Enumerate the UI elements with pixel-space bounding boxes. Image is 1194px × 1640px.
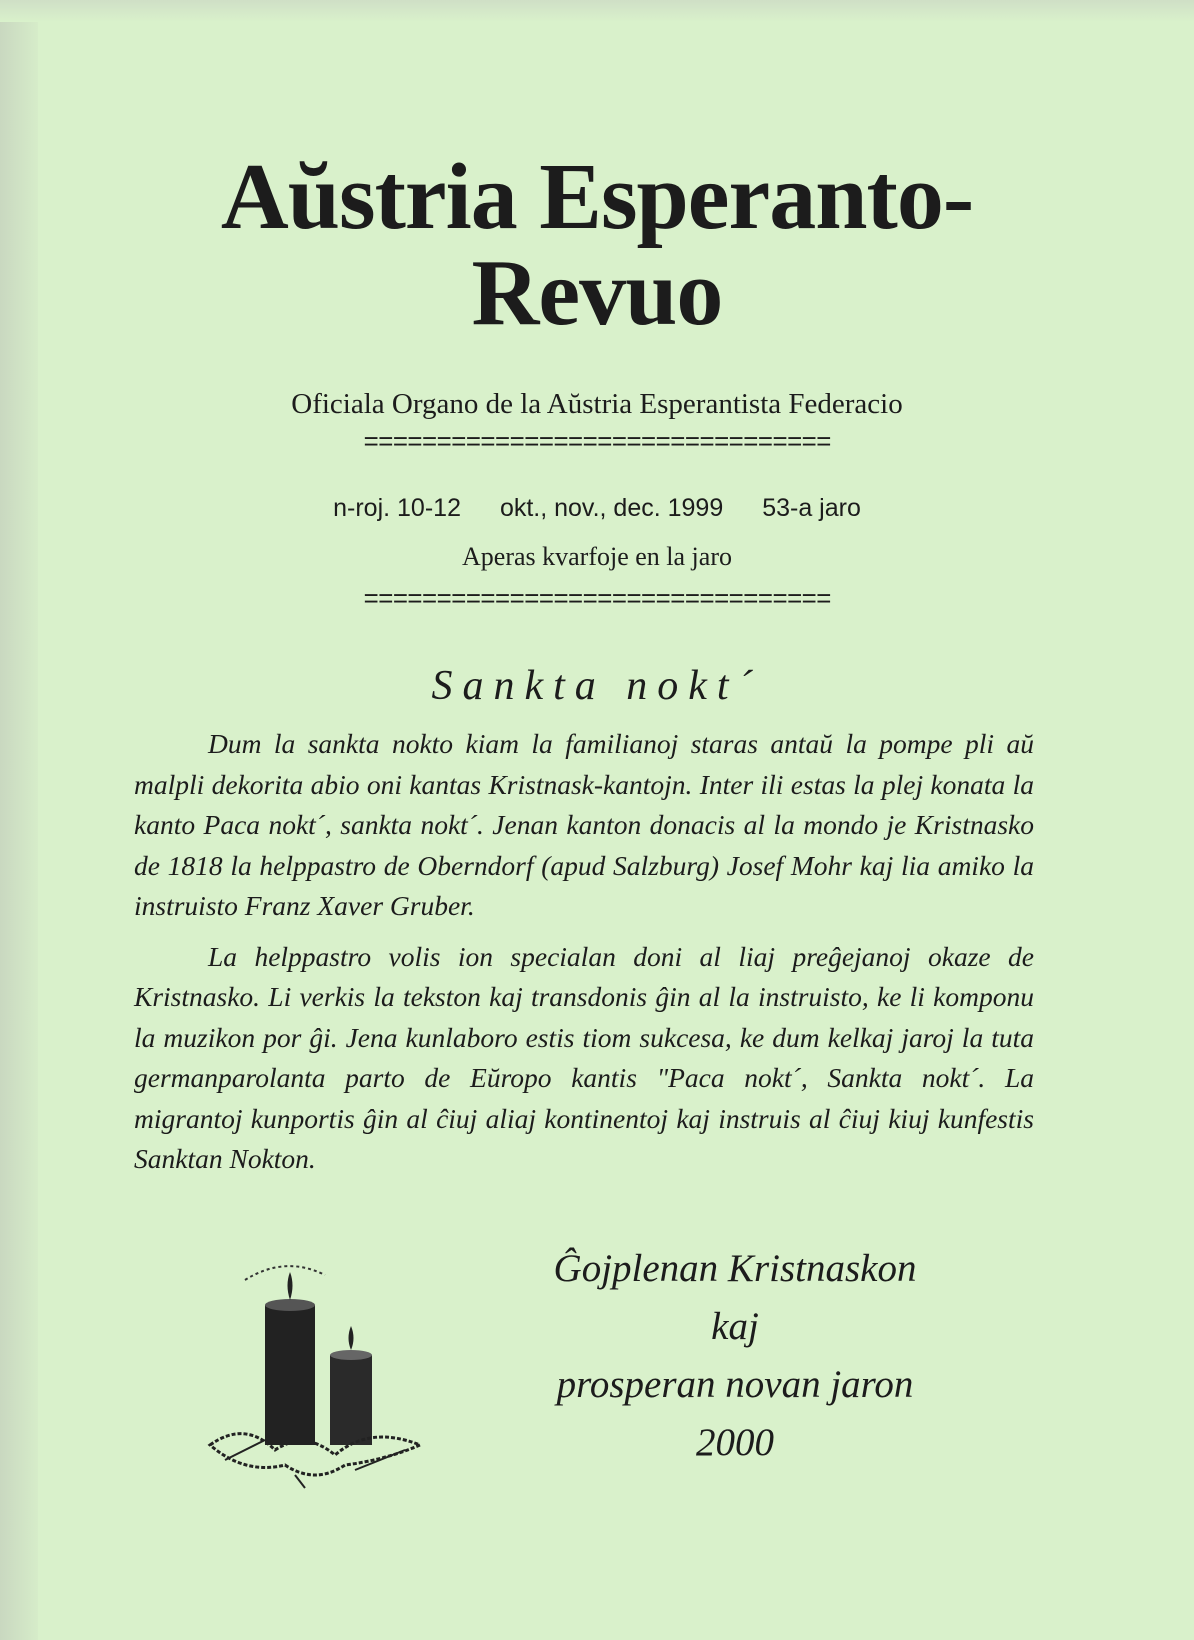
masthead-subtitle: Oficiala Organo de la Aŭstria Esperantista Federacio [291,388,903,420]
divider-rule-top: ================================ [363,428,831,458]
masthead-title-line2: Revuo [471,241,723,345]
article-paragraph: Dum la sankta nokto kiam la familianoj staras antaŭ la pompe pli aŭ malpli dekorita abio oni kantas Kristnask-kantojn. Inter ili estas la plej konata la kanto Paca nokt´, sankta nokt´. Jenan kanton donacis al la mondo je Kristnasko de 1818 la helppastro de Oberndorf (apud Salzburg) Josef Mohr kaj lia amiko la instruisto Franz Xaver Gruber. [134,728,1034,921]
masthead-title-line1: Aŭstria Esperanto- [220,145,974,249]
issue-months: okt., nov., dec. 1999 [499,494,724,522]
issue-year: 53-a jaro [762,494,861,522]
greeting-line: prosperan novan jaron [556,1363,914,1406]
issue-number: n-roj. 10-12 [333,494,461,522]
issue-frequency: Aperas kvarfoje en la jaro [462,542,732,571]
candles-illustration [205,1260,435,1490]
greeting [520,1240,950,1472]
article-body [134,724,1034,1180]
greeting-line: kaj [711,1305,759,1348]
greeting-line: Ĝojplenan Kristnaskon [553,1247,917,1290]
article-paragraph: La helppastro volis ion specialan doni al liaj preĝejanoj okaze de Kristnasko. Li verkis la tekston kaj transdonis ĝin al la instruisto, ke li komponu la muzikon por ĝi. Jena kunlaboro estis tiom sukcesa, ke dum kelkaj jaroj la tuta germanparolanta parto de Eŭropo kantis "Paca nokt´, Sankta nokt´. La migrantoj kunportis ĝin al ĉiuj aliaj kontinentoj kaj instruis al ĉiuj kiuj kunfestis Sanktan Nokton. [134,940,1034,1174]
issue-line [0,494,1194,523]
article-heading: Sankta nokt´ [431,663,763,709]
page-top-edge [0,0,1194,22]
divider-rule-bottom: ================================ [363,585,831,615]
greeting-line: 2000 [696,1421,774,1464]
